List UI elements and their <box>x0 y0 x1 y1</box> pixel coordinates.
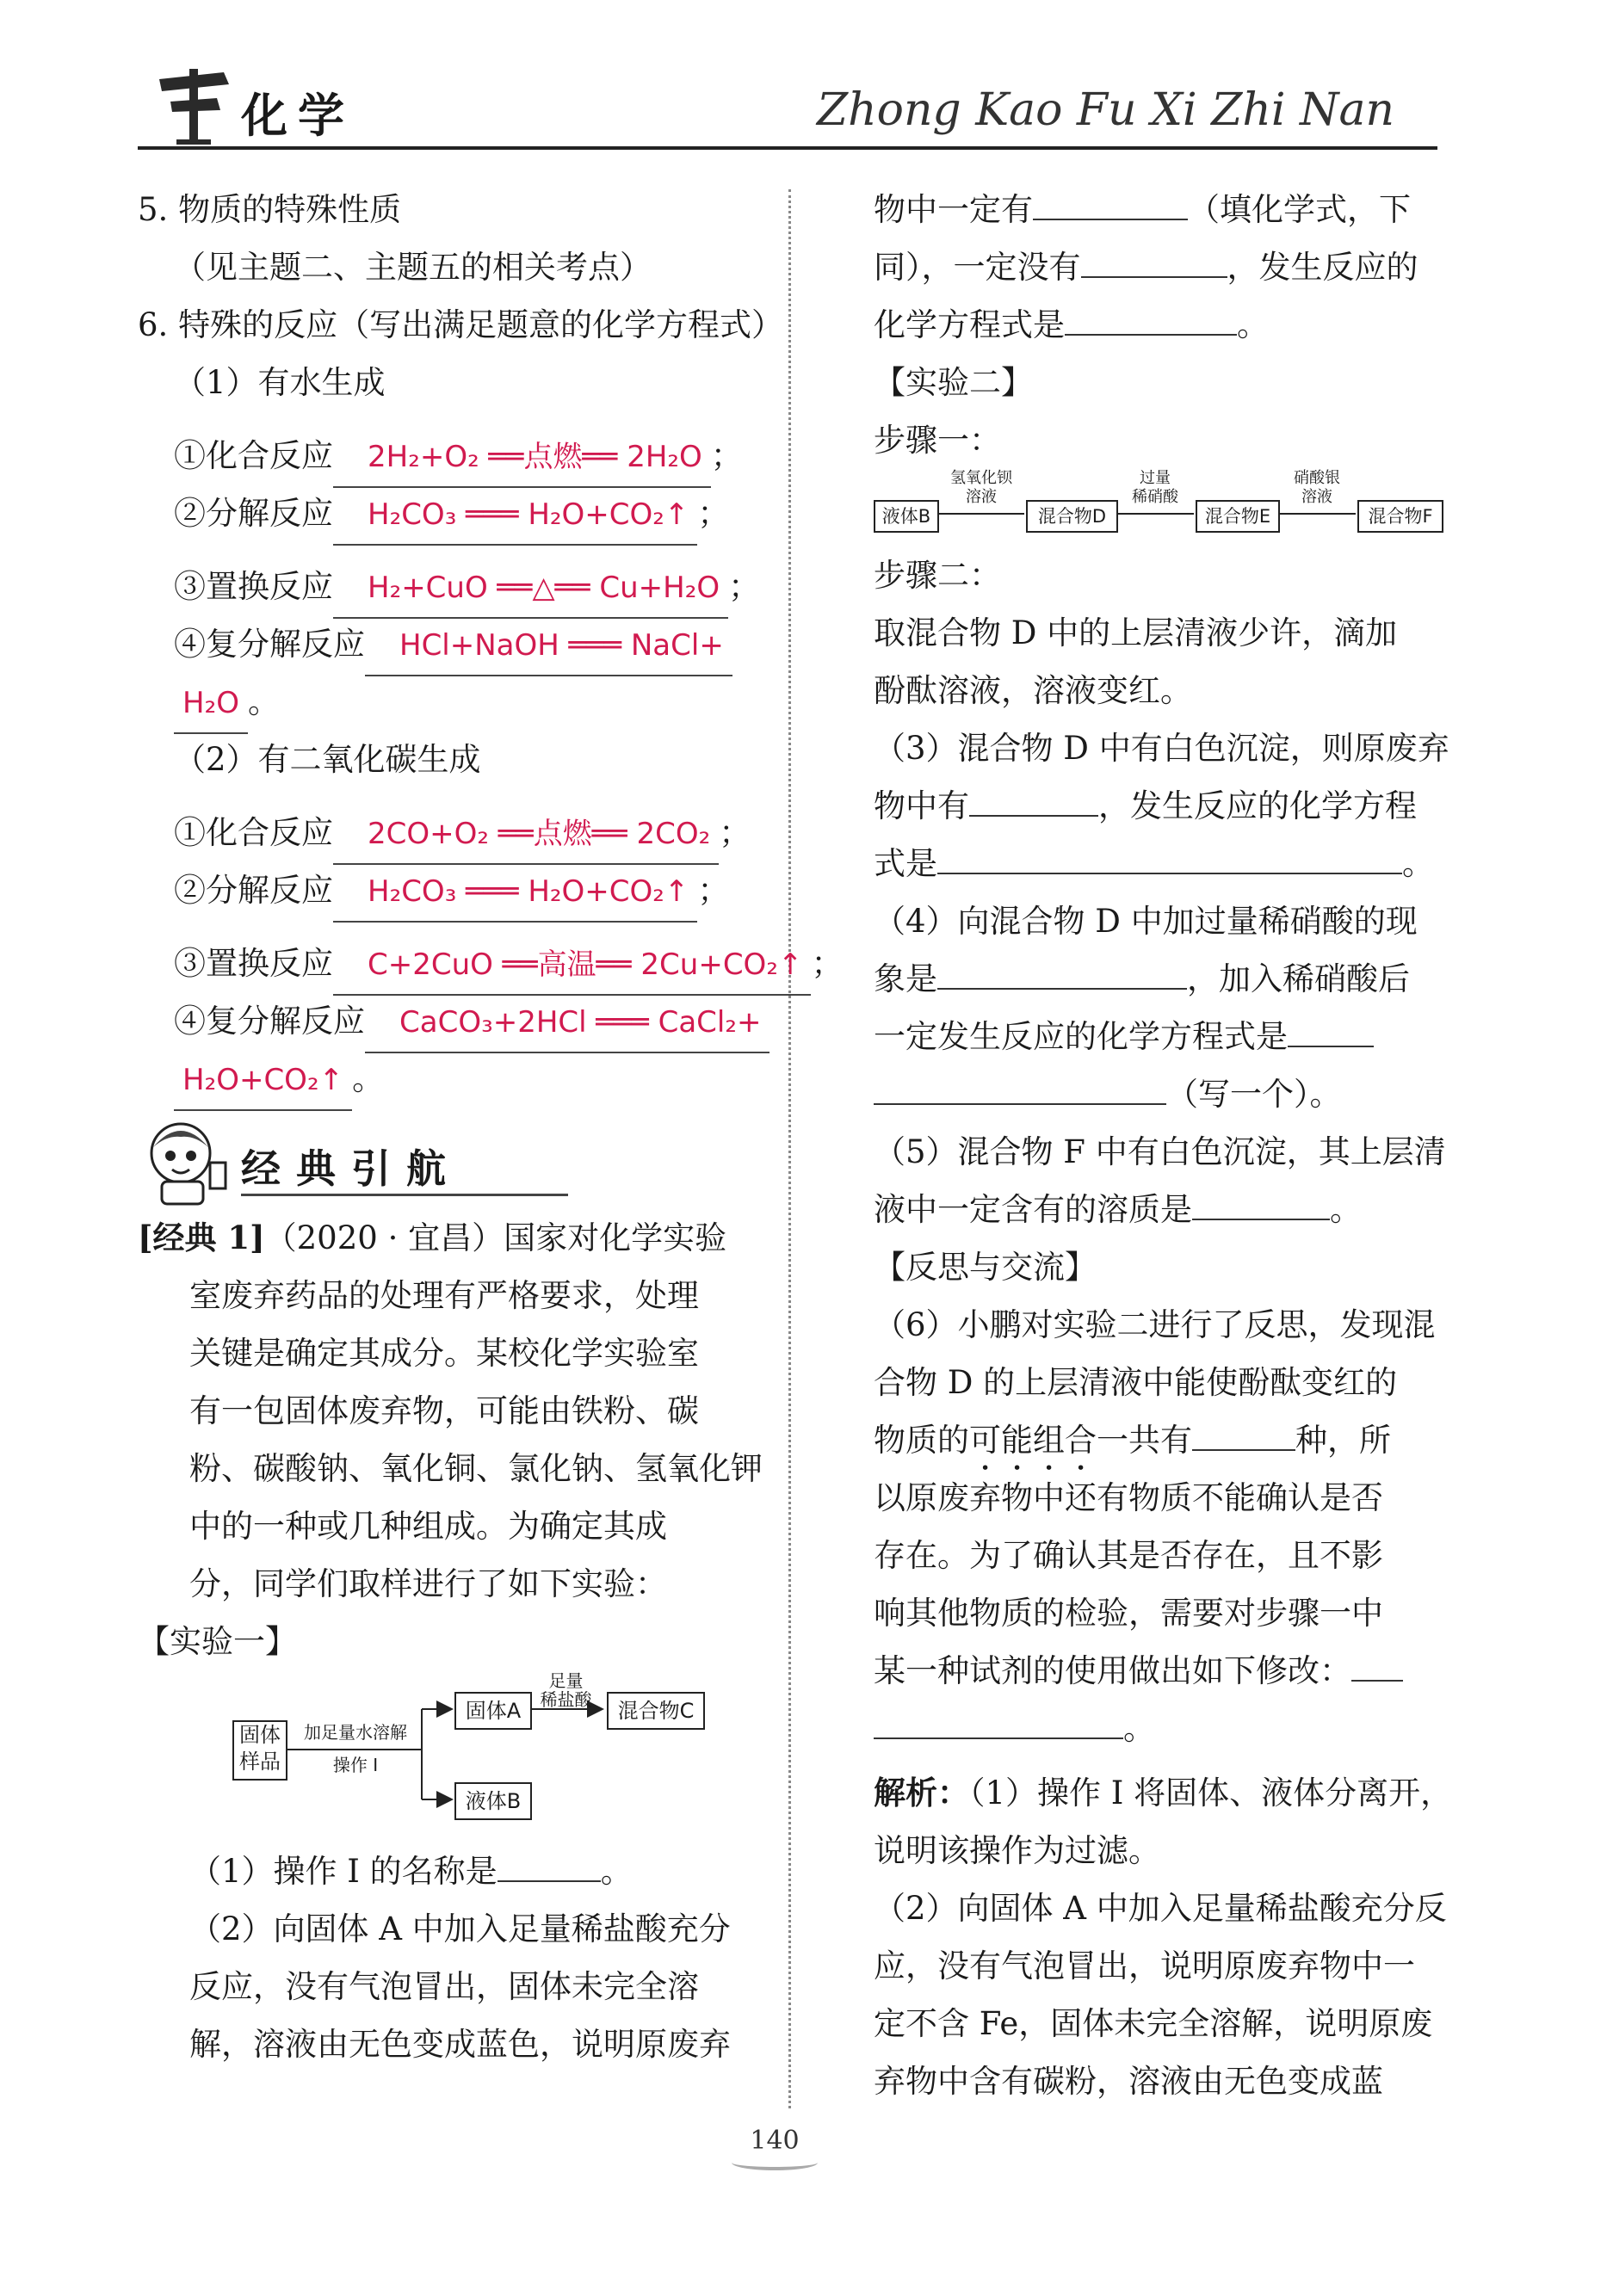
punct: ； <box>697 872 730 909</box>
section-heading <box>138 1114 775 1209</box>
section-heading: 【反思与交流】 <box>874 1249 1097 1286</box>
emphasis-text: 可能组合 <box>969 1422 1097 1459</box>
answer-text: CaCO₃+2HCl ═══ CaCl₂+ <box>365 994 770 1053</box>
question-text: 同），一定没有 <box>874 249 1081 286</box>
text-line: 中的一种或几种组成。为确定其成 <box>189 1508 667 1545</box>
question-text: 化学方程式是 <box>874 306 1065 343</box>
question-text: 种，所 <box>1295 1422 1391 1459</box>
reagent-1-top: 氢氧化钡 <box>950 469 1012 487</box>
question-text: 式是 <box>874 845 937 882</box>
text-line: 室废弃药品的处理有严格要求，处理 <box>189 1277 699 1314</box>
example-tag: [经典 1] <box>138 1219 265 1256</box>
example-source: （2020 · 宜昌）国家对化学实验 <box>264 1219 727 1256</box>
question-line <box>874 1065 1442 1123</box>
answer-line <box>138 1050 775 1108</box>
answer-line <box>138 804 775 861</box>
question-line <box>874 1411 1442 1469</box>
text-line: （4）向混合物 D 中加过量稀硝酸的现 <box>874 903 1418 940</box>
punct: 。 <box>600 1853 633 1890</box>
question-line <box>874 181 1442 238</box>
answer-line <box>138 558 775 615</box>
reaction-label: ④复分解反应 <box>174 626 365 663</box>
text-line: （2）向固体 A 中加入足量稀盐酸充分反 <box>874 1890 1447 1927</box>
question-text: 某一种试剂的使用做出如下修改： <box>874 1652 1351 1689</box>
answer-blank[interactable] <box>874 1712 1123 1739</box>
box-solid-sample: 固体样品 <box>232 1720 287 1781</box>
text-line: 取混合物 D 中的上层清液少许，滴加 <box>874 614 1398 651</box>
question-line <box>138 1842 775 1900</box>
box-mixture-c: 混合物C <box>607 1692 705 1730</box>
answer-text: 2CO+O₂ ══点燃══ 2CO₂ <box>333 805 719 865</box>
question-line <box>874 835 1442 892</box>
reaction-label: ②分解反应 <box>174 495 333 532</box>
punct: 。 <box>247 683 280 720</box>
question-text: 物质的 <box>874 1422 969 1459</box>
answer-text: H₂CO₃ ═══ H₂O+CO₂↑ <box>333 863 697 923</box>
subject-title: 化学 <box>241 88 355 143</box>
question-text: 物中一定有 <box>874 191 1033 228</box>
question-text: ，加入稀硝酸后 <box>1187 960 1410 997</box>
answer-blank[interactable] <box>937 847 1402 874</box>
question-line <box>874 950 1442 1008</box>
text-line: 解，溶液由无色变成蓝色，说明原废弃 <box>189 2026 731 2063</box>
text-line: 有一包固体废弃物，可能由铁粉、碳 <box>189 1392 699 1429</box>
question-line <box>874 296 1442 354</box>
page-number <box>723 2126 826 2156</box>
text-line: （5）混合物 F 中有白色沉淀，其上层清 <box>874 1133 1446 1170</box>
box-mixture-d: 混合物D <box>1026 500 1118 533</box>
reaction-label: ③置换反应 <box>174 568 333 605</box>
step-heading: 步骤二： <box>874 557 1001 594</box>
question-text: （写一个）。 <box>1166 1076 1342 1113</box>
answer-blank[interactable] <box>1288 1020 1374 1047</box>
question-text: ，发生反应的化学方程 <box>1098 787 1417 824</box>
answer-text: 2H₂+O₂ ══点燃══ 2H₂O <box>333 429 711 488</box>
text-line: （2）向固体 A 中加入足量稀盐酸充分 <box>189 1910 731 1947</box>
question-text: 物中有 <box>874 787 969 824</box>
experiment-2-diagram <box>874 469 1442 538</box>
page-number-text: 140 <box>750 2126 800 2156</box>
column-divider <box>788 189 791 2108</box>
punct: ； <box>811 945 844 982</box>
text-line: 以原废弃物中还有物质不能确认是否 <box>874 1479 1383 1516</box>
question-line <box>874 1700 1442 1757</box>
reagent-3-top: 硝酸银 <box>1294 469 1340 487</box>
analysis-label: 解析： <box>874 1774 969 1811</box>
text-line: （1）有水生成 <box>174 364 386 401</box>
text-line: （6）小鹏对实验二进行了反思，发现混 <box>874 1306 1436 1343</box>
experiment-heading: 【实验二】 <box>874 364 1033 401</box>
question-line <box>874 1008 1442 1065</box>
text-line: 应，没有气泡冒出，说明原废弃物中一 <box>874 1947 1415 1984</box>
question-text: 液中一定含有的溶质是 <box>874 1191 1192 1228</box>
text-line: 反应，没有气泡冒出，固体未完全溶 <box>189 1968 699 2005</box>
text-line: 6. 特殊的反应（写出满足题意的化学方程式） <box>138 306 784 343</box>
answer-text: C+2CuO ══高温══ 2Cu+CO₂↑ <box>333 936 811 996</box>
punct: 。 <box>1330 1191 1362 1228</box>
op-label-bottom: 操作 I <box>332 1755 379 1775</box>
reaction-label: ②分解反应 <box>174 872 333 909</box>
text-line: 酚酞溶液，溶液变红。 <box>874 672 1192 709</box>
answer-blank[interactable] <box>874 1077 1166 1105</box>
reagent-1-bottom: 溶液 <box>966 488 997 506</box>
punct: 。 <box>1123 1710 1155 1747</box>
answer-blank[interactable] <box>1081 250 1227 278</box>
answer-blank[interactable] <box>1351 1654 1403 1682</box>
text-line: （2）有二氧化碳生成 <box>174 741 481 778</box>
example-line <box>138 1209 775 1267</box>
box-liquid-b: 液体B <box>874 500 939 533</box>
punct: 。 <box>1402 845 1434 882</box>
question-line <box>874 777 1442 835</box>
answer-text: H₂O <box>174 675 248 734</box>
answer-line <box>138 861 775 919</box>
box-solid-a: 固体A <box>454 1692 532 1730</box>
answer-blank[interactable] <box>498 1855 601 1882</box>
page-number-swoosh <box>732 2155 818 2170</box>
text-line: 合物 D 的上层清液中能使酚酞变红的 <box>874 1364 1398 1401</box>
page-header <box>138 60 1437 155</box>
box-liquid-b: 液体B <box>454 1782 532 1820</box>
punct: ； <box>728 568 761 605</box>
question-line <box>874 1642 1442 1700</box>
series-title: Zhong Kao Fu Xi Zhi Nan <box>817 84 1394 136</box>
text-line: 定不含 Fe，固体未完全溶解，说明原废 <box>874 2005 1433 2042</box>
acid-label-bottom: 稀盐酸 <box>540 1689 592 1710</box>
reaction-label: ④复分解反应 <box>174 1003 365 1040</box>
punct: ； <box>719 814 751 851</box>
reaction-label: ①化合反应 <box>174 437 333 474</box>
reagent-2-top: 过量 <box>1140 469 1171 487</box>
experiment-1-diagram <box>138 1670 775 1842</box>
answer-text: H₂+CuO ══△══ Cu+H₂O <box>333 559 728 619</box>
mascot-icon <box>138 1114 232 1209</box>
text-line: 存在。为了确认其是否存在，且不影 <box>874 1537 1383 1574</box>
question-text: （1）操作 I 的名称是 <box>189 1853 498 1890</box>
acid-label-top: 足量 <box>548 1670 584 1691</box>
answer-line <box>138 485 775 542</box>
question-text: 象是 <box>874 960 937 997</box>
text-line: 说明该操作为过滤。 <box>874 1832 1160 1869</box>
answer-blank[interactable] <box>1065 308 1237 336</box>
answer-blank[interactable] <box>937 962 1187 990</box>
answer-line <box>138 427 775 485</box>
reagent-3-bottom: 溶液 <box>1301 488 1332 506</box>
analysis-line <box>874 1764 1453 1822</box>
answer-blank[interactable] <box>1192 1193 1330 1220</box>
text-line: （3）混合物 D 中有白色沉淀，则原废弃 <box>874 730 1449 767</box>
step-heading: 步骤一： <box>874 422 1001 459</box>
left-column <box>138 181 844 2073</box>
question-line <box>874 1181 1442 1238</box>
header-rule <box>138 146 1437 150</box>
answer-line <box>138 615 775 673</box>
reaction-label: ①化合反应 <box>174 814 333 851</box>
question-text: （填化学式，下 <box>1188 191 1411 228</box>
answer-blank[interactable] <box>1192 1423 1295 1451</box>
answer-blank[interactable] <box>1033 193 1188 220</box>
punct: ； <box>697 495 730 532</box>
section-rule <box>241 1194 568 1196</box>
question-text: ，发生反应的 <box>1227 249 1418 286</box>
box-mixture-e: 混合物E <box>1196 500 1280 533</box>
question-text: 一定发生反应的化学方程式是 <box>874 1018 1288 1055</box>
text-line: 粉、碳酸钠、氧化铜、氯化钠、氢氧化钾 <box>189 1450 763 1487</box>
op-label-top: 加足量水溶解 <box>304 1722 407 1743</box>
reaction-label: ③置换反应 <box>174 945 333 982</box>
analysis-text: （1）操作 I 将固体、液体分离开， <box>969 1774 1453 1811</box>
box-mixture-f: 混合物F <box>1357 500 1443 533</box>
right-column <box>874 181 1453 2110</box>
text-line: 分，同学们取样进行了如下实验： <box>189 1565 667 1602</box>
answer-text: H₂O+CO₂↑ <box>174 1052 352 1111</box>
punct: 。 <box>352 1060 385 1097</box>
answer-line <box>138 992 775 1050</box>
answer-blank[interactable] <box>969 789 1098 817</box>
punct: ； <box>710 437 743 474</box>
text-line: 响其他物质的检验，需要对步骤一中 <box>874 1595 1383 1632</box>
reagent-2-bottom: 稀硝酸 <box>1132 488 1178 506</box>
signpost-icon <box>155 60 232 146</box>
punct: 。 <box>1237 306 1269 343</box>
question-line <box>874 238 1442 296</box>
text-line: 弃物中含有碳粉，溶液由无色变成蓝 <box>874 2063 1383 2100</box>
answer-text: HCl+NaOH ═══ NaCl+ <box>365 617 732 676</box>
question-text: 一共有 <box>1097 1422 1192 1459</box>
answer-text: H₂CO₃ ═══ H₂O+CO₂↑ <box>333 486 697 546</box>
answer-line <box>138 935 844 992</box>
section-title: 经典引航 <box>241 1145 461 1192</box>
text-line: （见主题二、主题五的相关考点） <box>174 249 652 286</box>
experiment-heading: 【实验一】 <box>138 1623 297 1660</box>
text-line: 关键是确定其成分。某校化学实验室 <box>189 1335 699 1372</box>
answer-line <box>138 673 775 731</box>
text-line: 5. 物质的特殊性质 <box>138 191 402 228</box>
